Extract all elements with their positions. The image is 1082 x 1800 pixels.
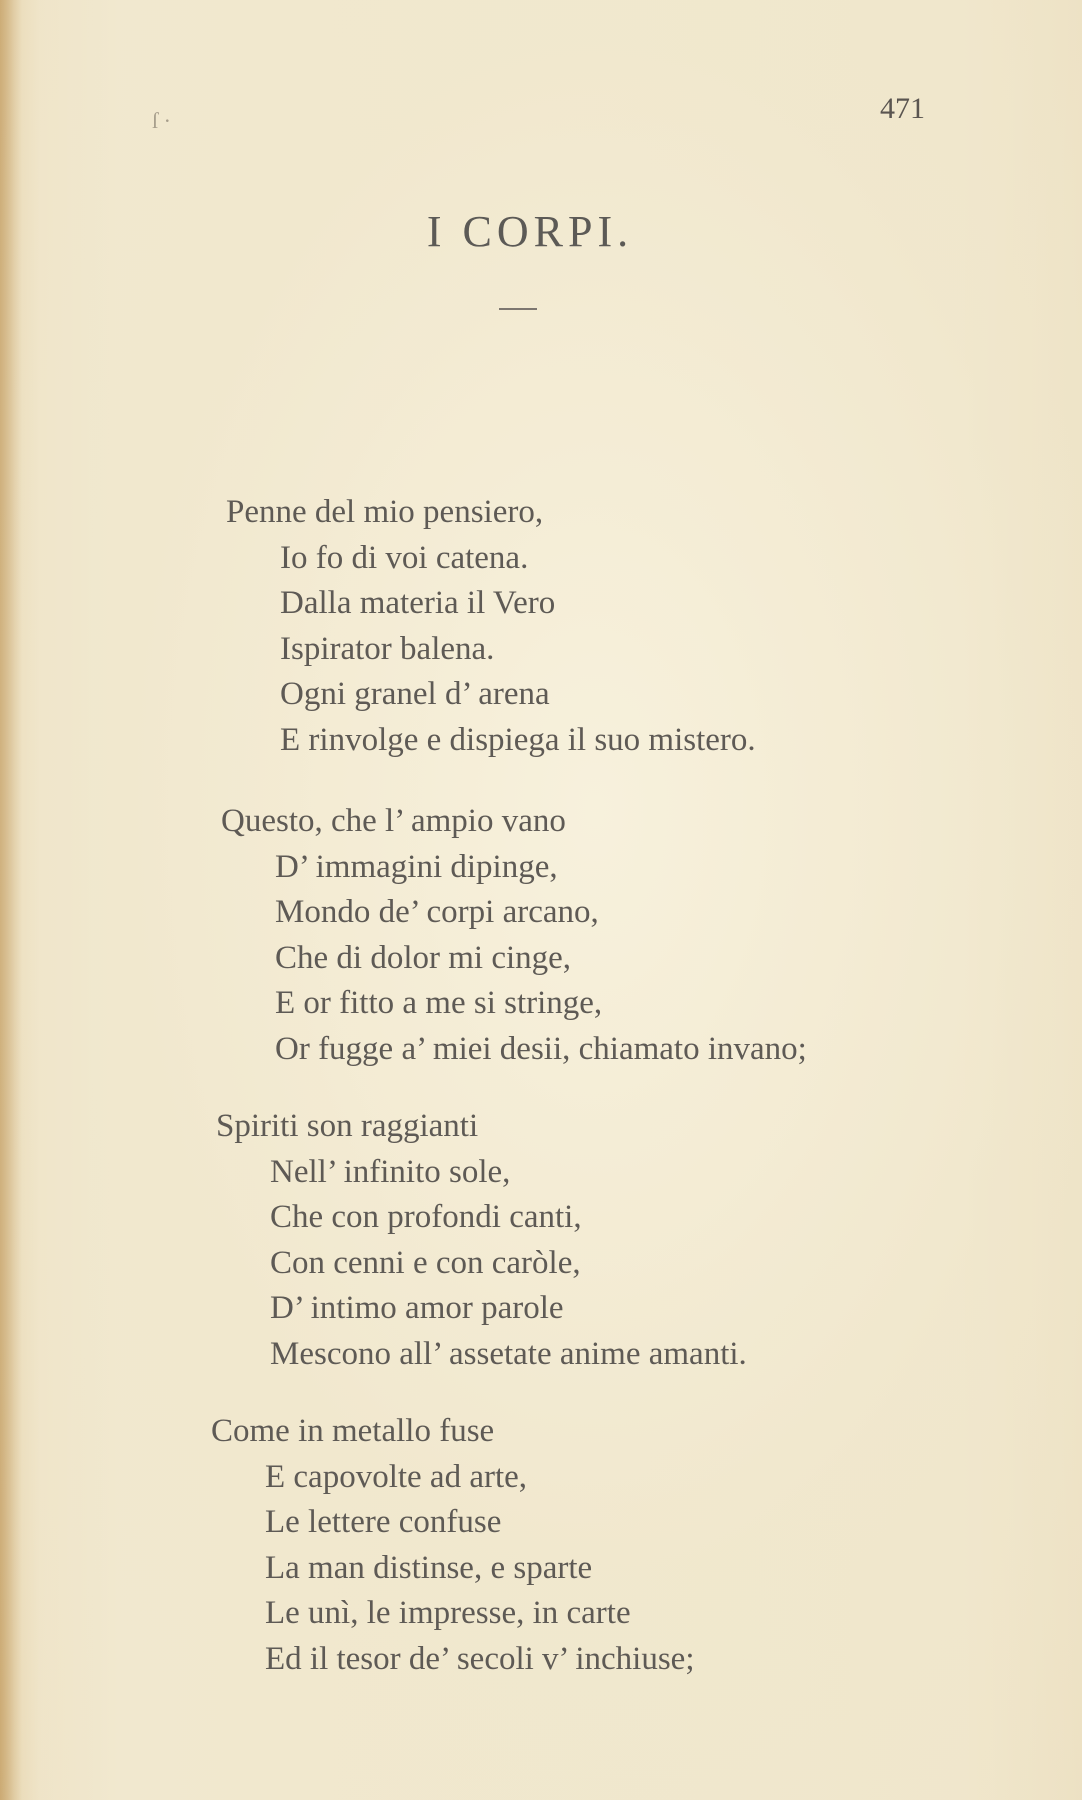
verse-line: D’ intimo amor parole (270, 1290, 564, 1326)
page-number: 471 (880, 92, 925, 125)
verse-line: D’ immagini dipinge, (275, 848, 558, 885)
verse-line: La man distinse, e sparte (265, 1549, 593, 1586)
stanza-3 (216, 1104, 747, 1377)
verse-line: E capovolte ad arte, (265, 1458, 528, 1495)
stanza-2 (221, 799, 807, 1072)
verse-line: Come in metallo fuse (211, 1413, 495, 1449)
verse-line: Che di dolor mi cinge, (275, 939, 572, 976)
verse-line: Le unì, le impresse, in carte (265, 1595, 631, 1631)
stanza-1 (226, 490, 756, 763)
verse-line: E rinvolge e dispiega il suo mistero. (280, 721, 756, 758)
verse-line: Penne del mio pensiero, (226, 494, 544, 530)
verse-line: Mescono all’ assetate anime amanti. (270, 1335, 747, 1372)
verse-line: Or fugge a’ miei desii, chiamato invano; (275, 1030, 807, 1067)
verse-line: Dalla materia il Vero (280, 585, 556, 621)
verse-line: Ed il tesor de’ secoli v’ inchiuse; (265, 1640, 695, 1677)
verse-line: Con cenni e con caròle, (270, 1244, 581, 1281)
verse-line: Mondo de’ corpi arcano, (275, 894, 599, 930)
verse-line: E or fitto a me si stringe, (275, 985, 603, 1021)
margin-mark: ſ · (152, 108, 171, 133)
verse-line: Questo, che l’ ampio vano (221, 803, 566, 839)
verse-line: Che con profondi canti, (270, 1199, 582, 1235)
verse-line: Io fo di voi catena. (280, 539, 529, 576)
verse-line: Ispirator balena. (280, 630, 495, 667)
verse-line: Le lettere confuse (265, 1504, 502, 1540)
verse-line: Nell’ infinito sole, (270, 1153, 511, 1190)
poem-title: I CORPI. (426, 207, 634, 256)
verse-line: Ogni granel d’ arena (280, 676, 550, 712)
stanza-4 (211, 1409, 694, 1682)
verse-line: Spiriti son raggianti (216, 1108, 479, 1144)
